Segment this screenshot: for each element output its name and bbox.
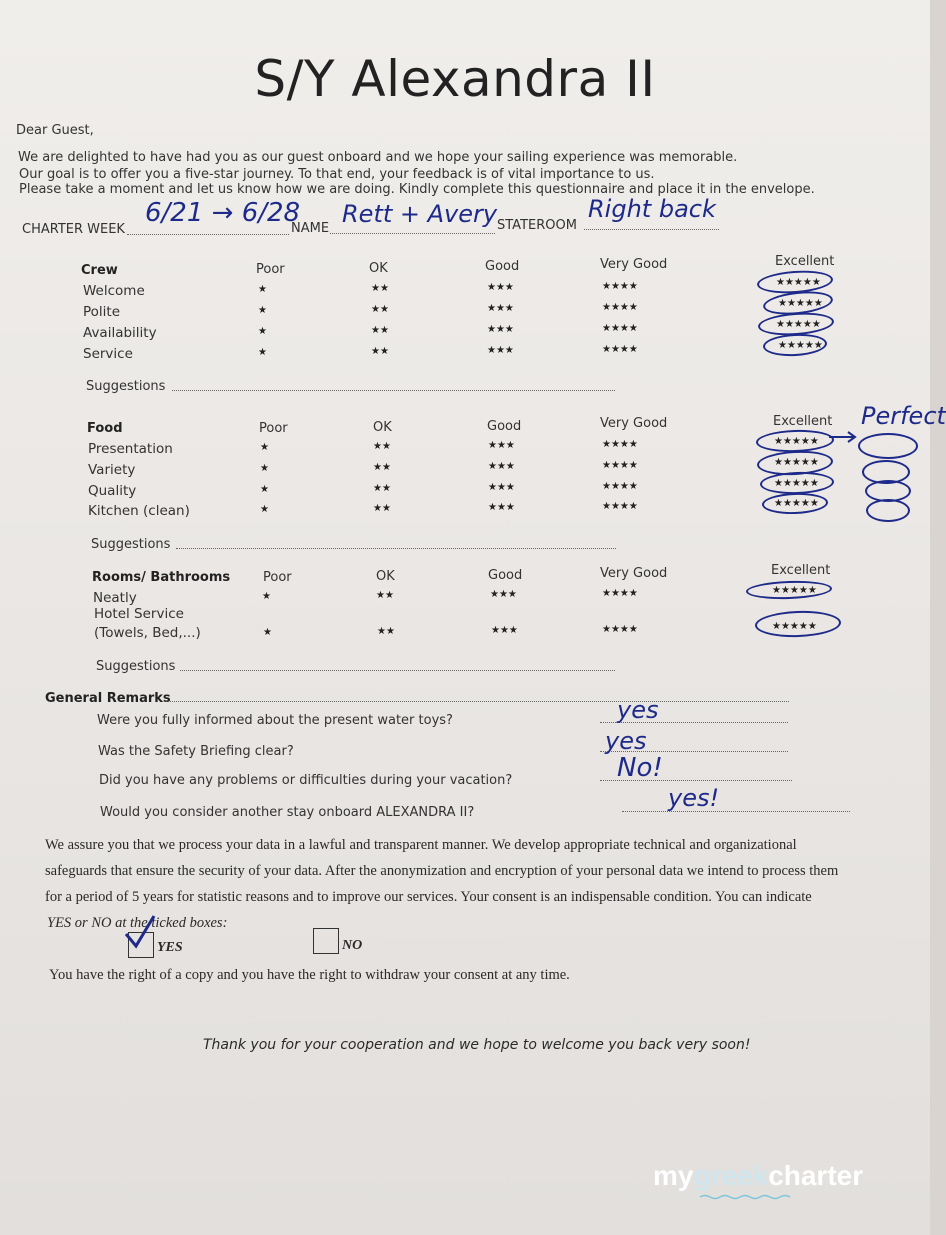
charter-week-value[interactable]: 6/21 → 6/28 [145, 198, 301, 228]
question-stay-again: Would you consider another stay onboard ALEXANDRA II? [100, 805, 475, 820]
crew-item-service: Service [83, 346, 133, 362]
rooms-item-neatly: Neatly [93, 590, 137, 606]
star-very-good[interactable]: ★★★★ [602, 501, 638, 512]
crew-item-polite: Polite [83, 304, 121, 320]
star-good[interactable]: ★★★ [488, 461, 515, 472]
handwritten-circle [866, 499, 910, 522]
star-very-good[interactable]: ★★★★ [602, 323, 638, 334]
logo-part-my: my [653, 1160, 694, 1191]
star-excellent[interactable]: ★★★★★ [774, 457, 819, 468]
food-header-very-good: Very Good [600, 416, 668, 431]
checkmark-icon [120, 912, 160, 952]
star-ok[interactable]: ★★ [371, 283, 389, 294]
star-poor[interactable]: ★ [263, 627, 272, 638]
privacy-line-4: YES or NO at the ticked boxes: [47, 915, 228, 931]
general-remarks-line[interactable] [164, 701, 789, 702]
star-good[interactable]: ★★★ [487, 282, 514, 293]
no-checkbox[interactable] [313, 928, 339, 954]
star-very-good[interactable]: ★★★★ [602, 460, 638, 471]
star-poor[interactable]: ★ [260, 504, 269, 515]
star-ok[interactable]: ★★ [376, 590, 394, 601]
stateroom-value[interactable]: Right back [588, 195, 716, 223]
star-good[interactable]: ★★★ [488, 482, 515, 493]
greeting: Dear Guest, [16, 123, 94, 138]
food-perfect-note: Perfect [861, 402, 946, 430]
star-ok[interactable]: ★★ [373, 462, 391, 473]
star-poor[interactable]: ★ [258, 305, 267, 316]
charter-week-label: CHARTER WEEK [22, 222, 125, 237]
watermark-logo [653, 1160, 863, 1192]
star-good[interactable]: ★★★ [487, 303, 514, 314]
question-safety-briefing: Was the Safety Briefing clear? [98, 744, 294, 759]
star-good[interactable]: ★★★ [488, 440, 515, 451]
name-label: NAME [291, 221, 330, 236]
intro-line-2: Our goal is to offer you a five-star journey. To that end, your feedback is of vital importance to us. [19, 167, 655, 182]
logo-part-greek: greek [693, 1160, 769, 1191]
rooms-suggestions-line[interactable] [180, 670, 615, 671]
star-excellent[interactable]: ★★★★★ [778, 340, 823, 351]
intro-line-1: We are delighted to have had you as our guest onboard and we hope your sailing experience was memorable. [18, 150, 738, 165]
star-ok[interactable]: ★★ [373, 441, 391, 452]
question-water-toys: Were you fully informed about the present water toys? [97, 713, 453, 728]
name-value[interactable]: Rett + Avery [342, 200, 498, 228]
rooms-item-hotel-service: Hotel Service [94, 606, 184, 622]
star-very-good[interactable]: ★★★★ [602, 481, 638, 492]
rooms-header-ok: OK [376, 569, 395, 584]
star-excellent[interactable]: ★★★★★ [776, 319, 821, 330]
food-item-kitchen: Kitchen (clean) [88, 503, 190, 519]
page-title: S/Y Alexandra II [254, 50, 656, 108]
rooms-header-poor: Poor [263, 570, 292, 585]
star-ok[interactable]: ★★ [373, 503, 391, 514]
crew-header-poor: Poor [256, 262, 285, 277]
star-poor[interactable]: ★ [262, 591, 271, 602]
star-poor[interactable]: ★ [258, 284, 267, 295]
rooms-item-towels-bed: (Towels, Bed,...) [94, 625, 201, 641]
crew-header-very-good: Very Good [600, 257, 668, 272]
privacy-line-2: safeguards that ensure the security of your data. After the anonymization and encryption of your personal data we intend to process them [45, 863, 839, 879]
star-excellent[interactable]: ★★★★★ [774, 478, 819, 489]
closing-message: Thank you for your cooperation and we hope to welcome you back very soon! [203, 1037, 751, 1053]
star-excellent[interactable]: ★★★★★ [772, 585, 817, 596]
privacy-rights: You have the right of a copy and you have the right to withdraw your consent at any time. [49, 967, 570, 983]
wave-icon [700, 1194, 790, 1200]
star-excellent[interactable]: ★★★★★ [778, 298, 823, 309]
food-suggestions-line[interactable] [176, 548, 616, 549]
rooms-circle-mark [746, 580, 833, 601]
crew-header-ok: OK [369, 261, 388, 276]
logo-part-charter: charter [768, 1160, 864, 1191]
answer-stay-again[interactable]: yes! [668, 784, 720, 812]
star-good[interactable]: ★★★ [487, 324, 514, 335]
star-ok[interactable]: ★★ [371, 346, 389, 357]
star-poor[interactable]: ★ [258, 326, 267, 337]
crew-circle-mark [762, 332, 827, 357]
star-poor[interactable]: ★ [258, 347, 267, 358]
intro-line-3: Please take a moment and let us know how we are doing. Kindly complete this questionnaire and place it in the envelope. [19, 182, 815, 197]
food-circle-mark [756, 429, 835, 454]
no-label: NO [342, 938, 363, 953]
food-suggestions-label: Suggestions [91, 537, 171, 552]
general-remarks-title: General Remarks [45, 691, 171, 706]
star-good[interactable]: ★★★ [488, 502, 515, 513]
yes-label: YES [157, 940, 183, 955]
food-header-excellent: Excellent [773, 414, 833, 429]
crew-suggestions-line[interactable] [172, 390, 615, 391]
answer-problems[interactable]: No! [617, 753, 663, 783]
food-header-poor: Poor [259, 421, 288, 436]
food-header-good: Good [487, 419, 522, 434]
star-excellent[interactable]: ★★★★★ [772, 621, 817, 632]
star-good[interactable]: ★★★ [490, 589, 517, 600]
star-very-good[interactable]: ★★★★ [602, 439, 638, 450]
star-excellent[interactable]: ★★★★★ [774, 436, 819, 447]
answer-safety-briefing[interactable]: yes [605, 727, 647, 755]
food-title: Food [87, 421, 123, 436]
stateroom-label: STATEROOM [497, 218, 577, 233]
arrow-icon [827, 430, 859, 444]
star-very-good[interactable]: ★★★★ [602, 302, 638, 313]
crew-header-good: Good [485, 259, 520, 274]
star-good[interactable]: ★★★ [491, 625, 518, 636]
star-ok[interactable]: ★★ [377, 626, 395, 637]
crew-item-welcome: Welcome [83, 283, 145, 299]
star-poor[interactable]: ★ [260, 484, 269, 495]
star-very-good[interactable]: ★★★★ [602, 281, 638, 292]
food-item-variety: Variety [88, 462, 136, 478]
crew-header-excellent: Excellent [775, 254, 835, 269]
crew-item-availability: Availability [83, 325, 157, 341]
crew-title: Crew [81, 263, 118, 278]
rooms-header-very-good: Very Good [600, 566, 668, 581]
star-ok[interactable]: ★★ [371, 304, 389, 315]
star-very-good[interactable]: ★★★★ [602, 624, 638, 635]
star-good[interactable]: ★★★ [487, 345, 514, 356]
rooms-suggestions-label: Suggestions [96, 659, 176, 674]
food-circle-mark [762, 492, 829, 515]
star-excellent[interactable]: ★★★★★ [776, 277, 821, 288]
star-ok[interactable]: ★★ [371, 325, 389, 336]
rooms-header-excellent: Excellent [771, 563, 831, 578]
rooms-header-good: Good [488, 568, 523, 583]
food-item-presentation: Presentation [88, 441, 173, 457]
star-poor[interactable]: ★ [260, 442, 269, 453]
answer-water-toys[interactable]: yes [617, 696, 659, 724]
privacy-line-1: We assure you that we process your data in a lawful and transparent manner. We develop appropriate technical and organizational [45, 837, 797, 853]
star-ok[interactable]: ★★ [373, 483, 391, 494]
food-item-quality: Quality [88, 483, 137, 499]
star-excellent[interactable]: ★★★★★ [774, 498, 819, 509]
food-circle-mark [760, 471, 835, 496]
crew-suggestions-label: Suggestions [86, 379, 166, 394]
star-very-good[interactable]: ★★★★ [602, 588, 638, 599]
food-header-ok: OK [373, 420, 392, 435]
question-problems: Did you have any problems or difficulties during your vacation? [99, 773, 513, 788]
rooms-title: Rooms/ Bathrooms [92, 570, 231, 585]
star-poor[interactable]: ★ [260, 463, 269, 474]
handwritten-circle [858, 433, 918, 459]
star-very-good[interactable]: ★★★★ [602, 344, 638, 355]
privacy-line-3: for a period of 5 years for statistic reasons and to improve our services. Your consent is an indispensable condition. You can indicate [45, 889, 812, 905]
rooms-circle-mark [755, 610, 842, 639]
